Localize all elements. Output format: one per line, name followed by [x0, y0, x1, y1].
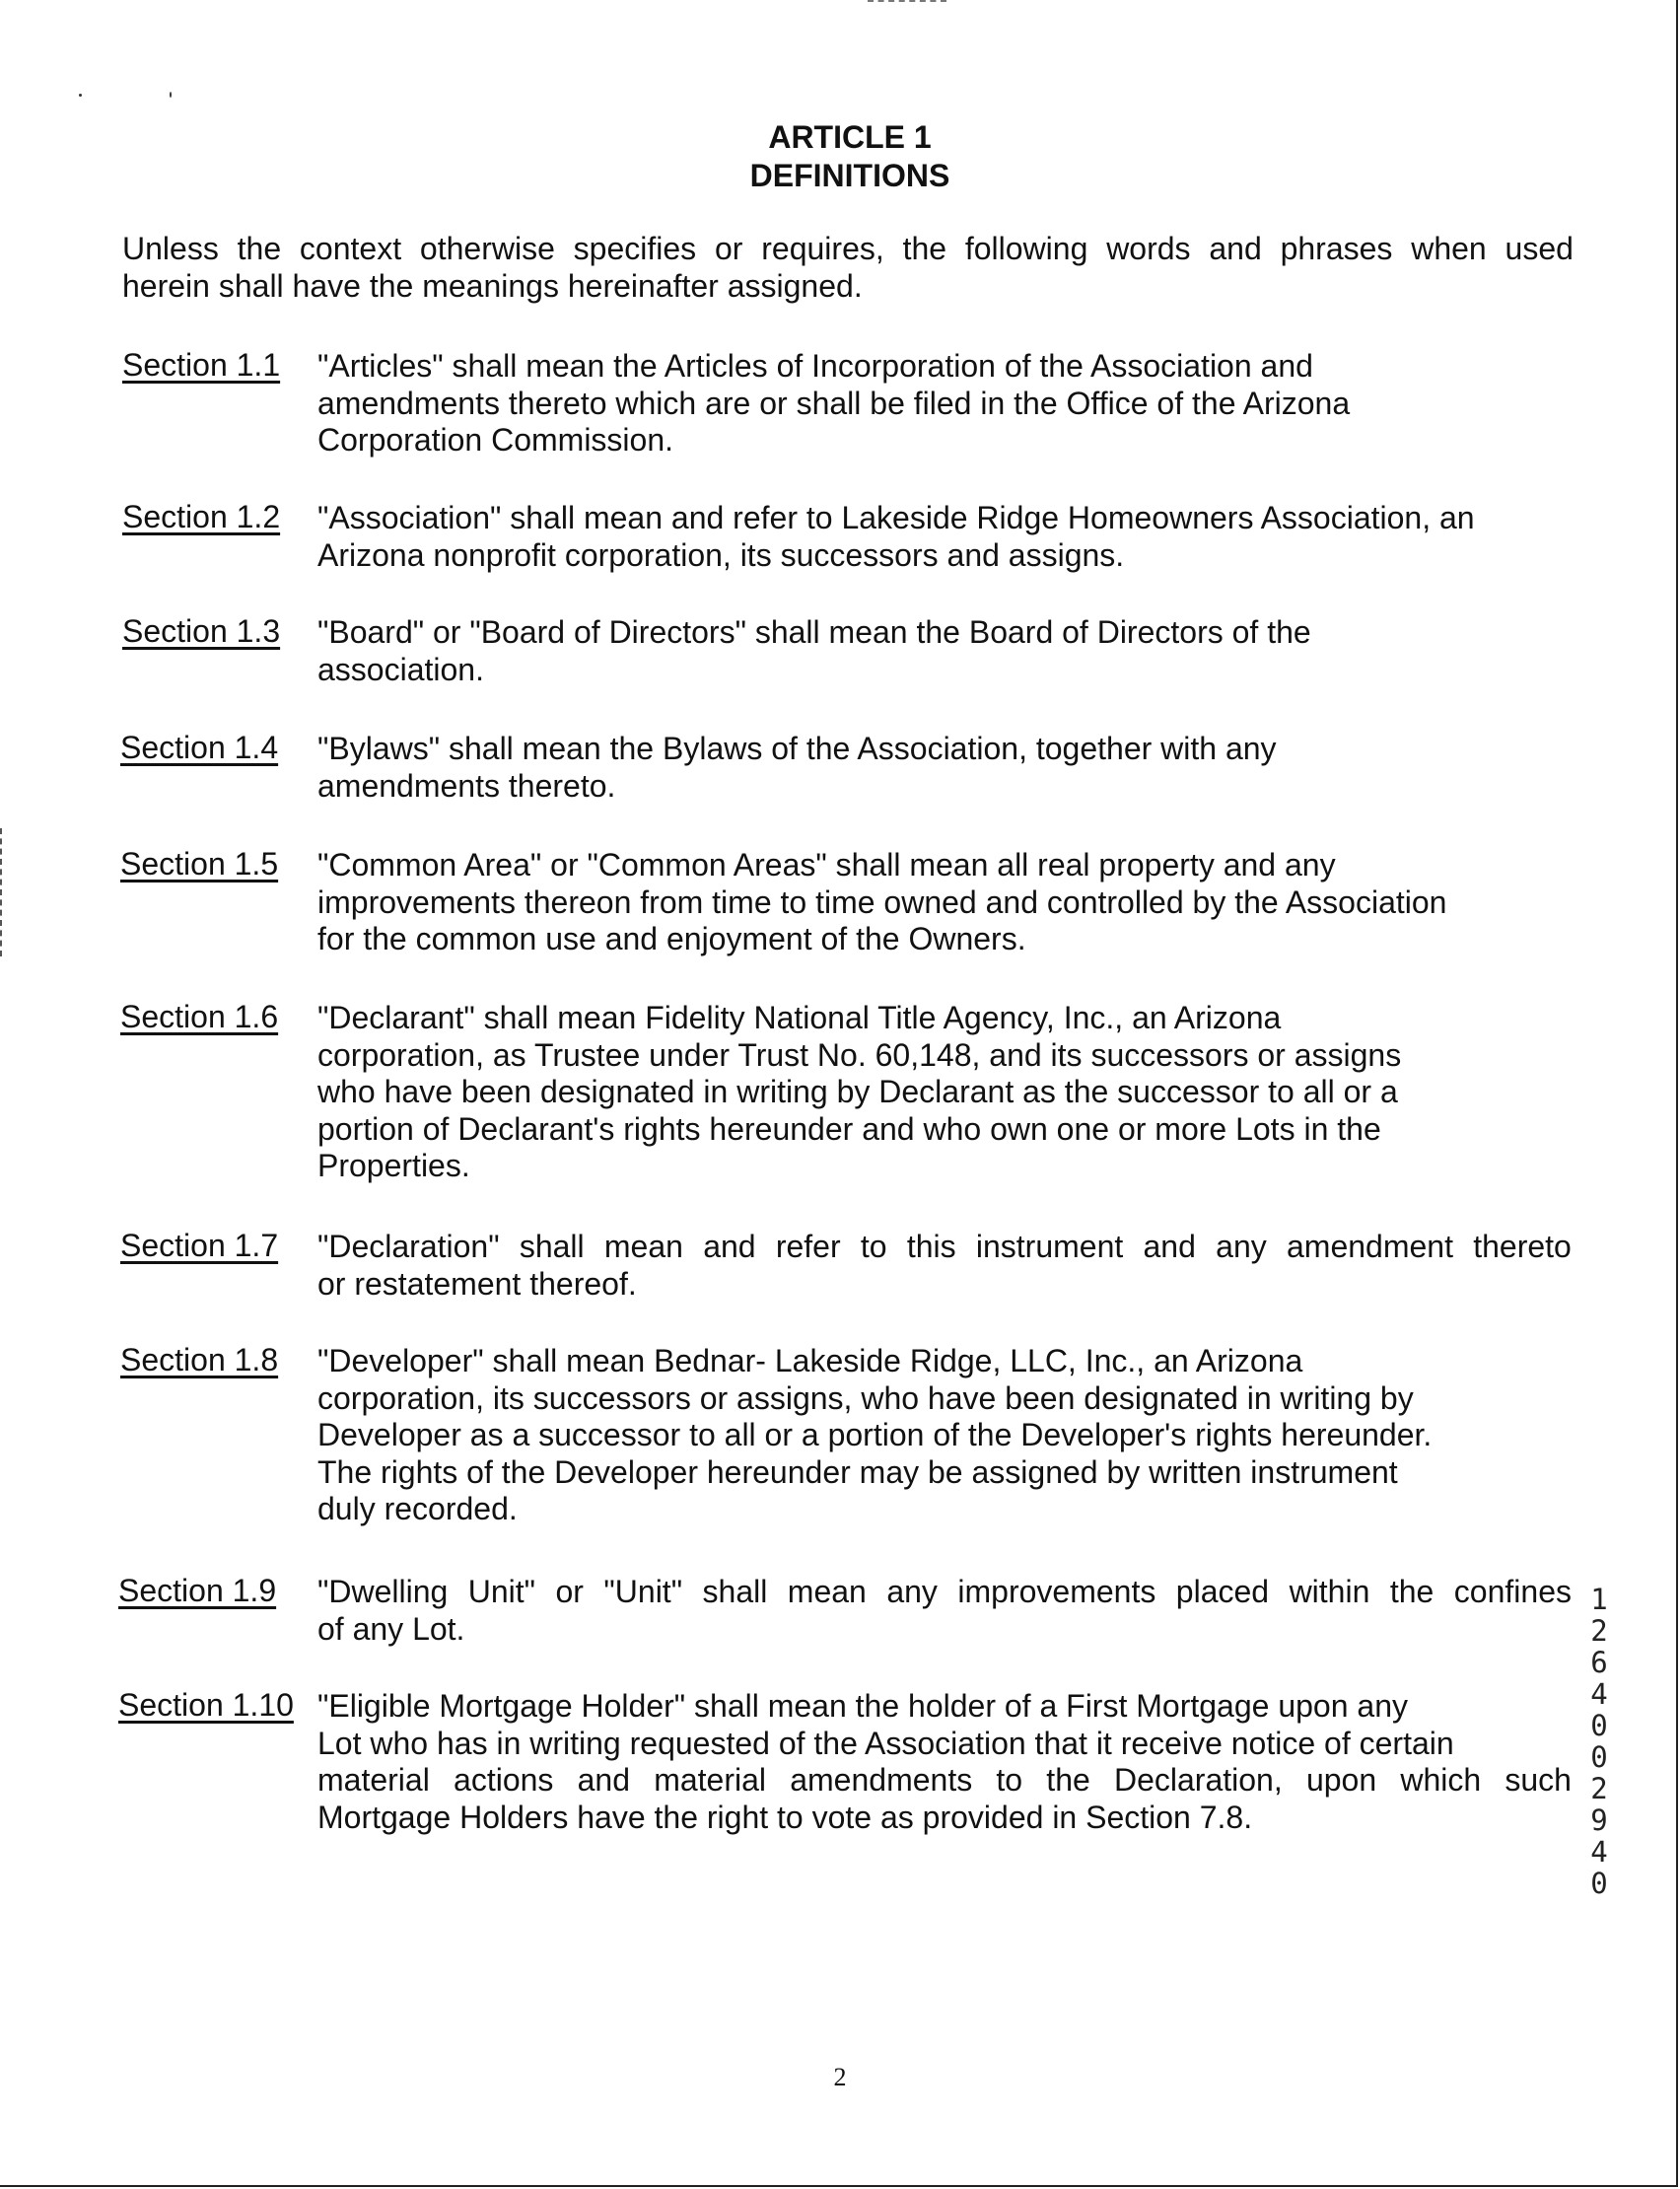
section-line: "Association" shall mean and refer to Lakeside Ridge Homeowners Association, an [317, 500, 1475, 535]
intro-line-2: herein shall have the meanings hereinafter assigned. [122, 268, 863, 304]
word: to [996, 1762, 1023, 1798]
section-line: "Articles" shall mean the Articles of Incorporation of the Association and [317, 348, 1313, 384]
scan-edge-mark-top [868, 0, 946, 2]
word: shall [702, 1574, 768, 1609]
word: this [906, 1229, 956, 1264]
section-line: Properties. [317, 1148, 470, 1183]
word: and [703, 1229, 756, 1264]
section-text [317, 1229, 1572, 1303]
word: actions [454, 1762, 554, 1798]
intro-line-1 [122, 230, 1574, 267]
section-label: Section 1.2 [122, 499, 281, 534]
article-number: ARTICLE 1 [768, 119, 932, 155]
word: material [654, 1762, 767, 1798]
section-line: "Bylaws" shall mean the Bylaws of the Association, together with any [317, 731, 1277, 766]
word: Declaration, [1113, 1762, 1283, 1798]
word: the [237, 231, 282, 266]
word: the [1046, 1762, 1090, 1798]
section-line: amendments thereto. [317, 767, 616, 804]
word: "Declaration" [317, 1229, 500, 1264]
section-line: Developer as a successor to all or a portion of the Developer's rights hereunder. [317, 1417, 1433, 1452]
section-line: amendments thereto which are or shall be filed in the Office of the Arizona [317, 385, 1351, 421]
section-line-justified [317, 1574, 1572, 1611]
article-title: DEFINITIONS [749, 158, 950, 193]
word: material [317, 1762, 430, 1798]
word: Unit" [467, 1574, 536, 1609]
section-line-justified [317, 1762, 1572, 1800]
word: and [1209, 231, 1262, 266]
word: "Unit" [603, 1574, 683, 1609]
section-line: Corporation Commission. [317, 422, 674, 458]
section-text [317, 1574, 1572, 1648]
section-text [317, 1000, 1572, 1185]
section-line: "Common Area" or "Common Areas" shall mean all real property and any [317, 847, 1336, 883]
section-line-justified [317, 1229, 1572, 1266]
word: improvements [957, 1574, 1156, 1609]
word: and [1143, 1229, 1196, 1264]
section-line: association. [317, 651, 484, 687]
scan-speck [79, 94, 82, 97]
word: following [964, 231, 1088, 266]
section-line: Mortgage Holders have the right to vote as provided in Section 7.8. [317, 1799, 1253, 1835]
section-label: Section 1.8 [120, 1342, 279, 1377]
section-text [317, 500, 1572, 574]
section-label: Section 1.3 [122, 613, 281, 649]
word: mean [787, 1574, 867, 1609]
section-text [317, 614, 1572, 688]
word: shall [519, 1229, 585, 1264]
section-text [317, 1343, 1572, 1528]
section-line: "Board" or "Board of Directors" shall mean the Board of Directors of the [317, 614, 1311, 650]
recording-stamp: 12640 02940 [1590, 1583, 1608, 1900]
word: instrument [975, 1229, 1124, 1264]
word: when [1411, 231, 1487, 266]
section-line: or restatement thereof. [317, 1265, 637, 1302]
word: amendment [1286, 1229, 1453, 1264]
word: requires, [761, 231, 884, 266]
section-label: Section 1.9 [118, 1573, 277, 1608]
section-line: improvements thereon from time to time owned and controlled by the Association [317, 883, 1447, 920]
page-number: 2 [833, 2063, 847, 2091]
section-line: duly recorded. [317, 1491, 518, 1526]
section-label: Section 1.6 [120, 999, 279, 1034]
section-label: Section 1.4 [120, 730, 279, 765]
section-line: "Developer" shall mean Bednar- Lakeside Ridge, LLC, Inc., an Arizona [317, 1343, 1303, 1378]
word: such [1505, 1762, 1572, 1798]
word: to [860, 1229, 887, 1264]
word: any [886, 1574, 938, 1609]
section-text [317, 1688, 1572, 1836]
section-line: for the common use and enjoyment of the Owners. [317, 921, 1026, 956]
word: context [299, 231, 402, 266]
word: used [1505, 231, 1574, 266]
section-line: The rights of the Developer hereunder may be assigned by written instrument [317, 1453, 1398, 1490]
word: upon [1305, 1762, 1377, 1798]
word: within [1289, 1574, 1370, 1609]
section-line: "Eligible Mortgage Holder" shall mean the holder of a First Mortgage upon any [317, 1688, 1408, 1724]
section-line: corporation, its successors or assigns, who have been designated in writing by [317, 1379, 1414, 1416]
word: refer [775, 1229, 841, 1264]
word: otherwise [419, 231, 555, 266]
word: confines [1453, 1574, 1572, 1609]
word: Unless [122, 231, 219, 266]
section-line: "Declarant" shall mean Fidelity National Title Agency, Inc., an Arizona [317, 1000, 1282, 1035]
scan-speck [170, 92, 172, 98]
word: mean [603, 1229, 683, 1264]
word: or [555, 1574, 584, 1609]
section-text [317, 847, 1572, 958]
section-label: Section 1.5 [120, 846, 279, 882]
word: or [714, 231, 743, 266]
section-line: of any Lot. [317, 1610, 465, 1647]
word: amendments [790, 1762, 973, 1798]
intro-paragraph [122, 230, 1574, 305]
word: which [1400, 1762, 1482, 1798]
word: specifies [573, 231, 697, 266]
section-line: who have been designated in writing by Declarant as the successor to all or a [317, 1074, 1398, 1109]
word: and [577, 1762, 630, 1798]
section-line: Arizona nonprofit corporation, its successors and assigns. [317, 536, 1125, 573]
section-line: portion of Declarant's rights hereunder and who own one or more Lots in the [317, 1110, 1381, 1147]
word: any [1216, 1229, 1267, 1264]
section-text [317, 348, 1572, 459]
section-line: corporation, as Trustee under Trust No. 60,148, and its successors or assigns [317, 1036, 1402, 1073]
section-label: Section 1.10 [118, 1687, 294, 1723]
section-text [317, 731, 1572, 805]
section-line: Lot who has in writing requested of the Association that it receive notice of certain [317, 1725, 1454, 1761]
word: phrases [1280, 231, 1393, 266]
word: words [1106, 231, 1191, 266]
word: the [902, 231, 947, 266]
word: "Dwelling [317, 1574, 449, 1609]
word: placed [1175, 1574, 1270, 1609]
section-label: Section 1.7 [120, 1228, 279, 1263]
word: the [1389, 1574, 1435, 1609]
word: thereto [1473, 1229, 1572, 1264]
section-label: Section 1.1 [122, 347, 281, 383]
scan-edge-mark-left [0, 828, 4, 956]
